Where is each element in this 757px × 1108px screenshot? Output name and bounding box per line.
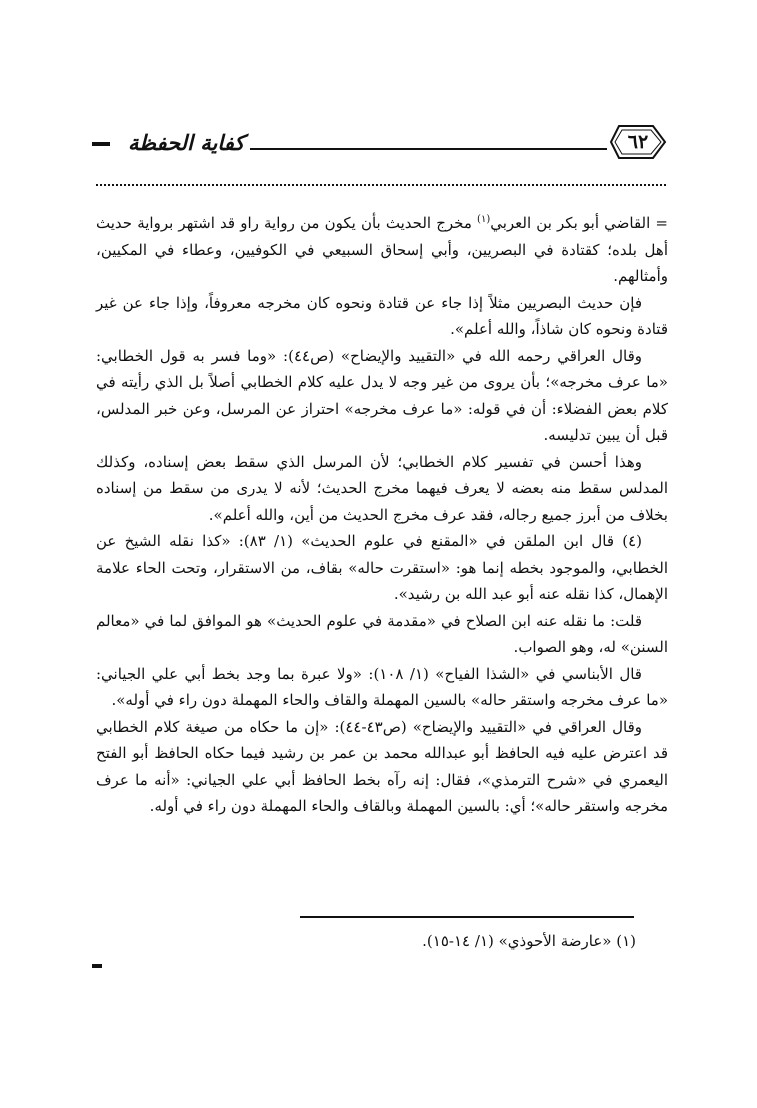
page-number-badge [609, 122, 667, 162]
page-header [92, 122, 667, 174]
footer-dash [92, 964, 102, 968]
paragraph-3: وقال العراقي رحمه الله في «التقييد والإيضاح» (ص٤٤): «وما فسر به قول الخطابي: «ما عرف مخرجه»؛ بأن يروى من غير وجه لا يدل عليه كلام الخطابي أصلاً بل الذي رأيته في كلام بعض الفضلاء: أن في قوله: «ما عرف مخرجه» احتراز عن المرسل، وعن خبر المدلس، قبل أن يبين تدليسه. [96, 346, 668, 444]
footnote-ref: (١) [477, 214, 491, 225]
paragraph-7: قال الأبناسي في «الشذا الفياح» (١/ ١٠٨): «ولا عبرة بما وجد بخط أبي علي الجياني: «ما عرف مخرجه واستقر حاله» بالسين المهملة والقاف والحاء المهملة دون راء في أوله». [96, 664, 668, 709]
book-title: كفاية الحفظة [122, 126, 250, 160]
page-number: ٦٢ [627, 131, 649, 153]
paragraph-1: = القاضي أبو بكر بن العربي$^{(١)}$ مخرج الحديث بأن يكون من رواية راو قد اشتهر برواية حديث أهل بلده؛ كقتادة في البصريين، وأبي إسحاق السبيعي في الكوفيين، وعطاء في المكيين، وأمثالهم. [96, 214, 668, 285]
paragraph-2: فإن حديث البصريين مثلاً إذا جاء عن قتادة ونحوه كان مخرجه معروفاً، وإذا جاء عن غير قتادة ونحوه كان شاذاً، والله أعلم». [96, 293, 668, 338]
footnote: (١) «عارضة الأحوذي» (١/ ١٤-١٥). [422, 932, 636, 950]
paragraph-6: قلت: ما نقله عنه ابن الصلاح في «مقدمة في علوم الحديث» هو الموافق لما في «معالم السنن» له، وهو الصواب. [96, 611, 668, 656]
footnote-separator [300, 916, 634, 918]
paragraph-4: وهذا أحسن في تفسير كلام الخطابي؛ لأن المرسل الذي سقط بعض إسناده، وكذلك المدلس سقط منه بعضه لا يعرف فيهما مخرج الحديث؛ لأنه لا يدرى من سقط من إسناده بخلاف من أبرز جميع رجاله، فقد عرف مخرج الحديث من أين، والله أعلم». [96, 452, 668, 524]
header-dash [92, 142, 110, 146]
paragraph-5: (٤) قال ابن الملقن في «المقنع في علوم الحديث» (١/ ٨٣): «كذا نقله الشيخ عن الخطابي، والموجود بخطه إنما هو: «استقرت حاله» بقاف، من الاستقرار، وتحت الحاء علامة الإهمال، كذا نقله عنه أبو عبد الله بن رشيد». [96, 532, 668, 603]
paragraph-8: وقال العراقي في «التقييد والإيضاح» (ص٤٣-٤٤): «إن ما حكاه من صيغة كلام الخطابي قد اعترض عليه فيه الحافظ أبو عبدالله محمد بن عمر بن رشيد فيما حكاه الحافظ أبو الفتح اليعمري في «شرح الترمذي»، فقال: إنه رآه بخط الحافظ أبي علي الجياني: «أنه ما عرف مخرجه واستقر حاله»؛ أي: بالسين المهملة وبالقاف والحاء المهملة دون راء في أوله. [96, 717, 668, 815]
header-dotted-separator [96, 184, 666, 186]
body-text [96, 207, 668, 820]
